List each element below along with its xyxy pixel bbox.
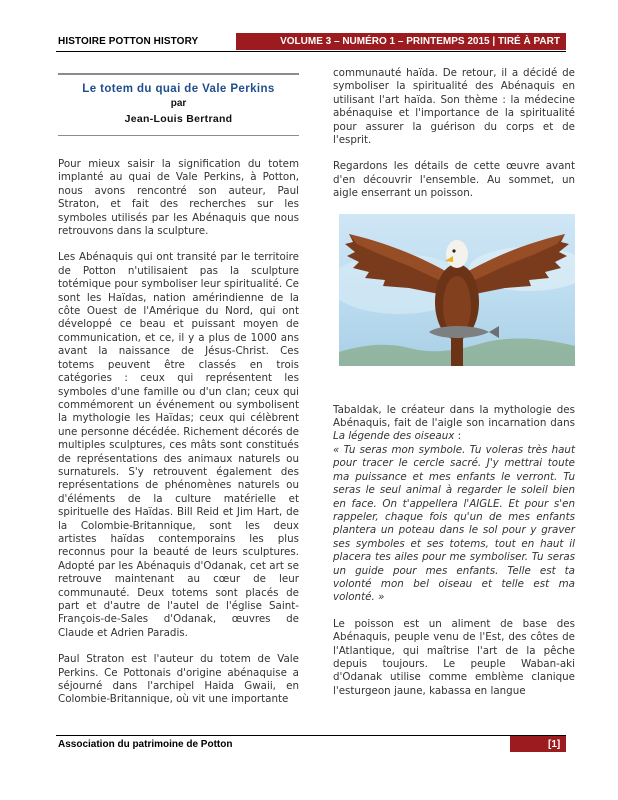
- eagle-quote: « Tu seras mon symbole. Tu voleras très haut pour tracer le cercle sacré. J'y mettrai toute ma puissance et mes enfants le verront. Tu seras le seul animal à regarder le soleil bien en face. On t'appellera l'AIGLE. Et pour s'en rappeler, chaque fois qu'un de mes enfants plantera un poteau dans le sol pour y graver ses symboles et ses totems, tout en haut il placera tes ailes pour me symboliser. Tu seras un guide pour mes enfants. Telle est ta volonté mon bel oiseau et telle est ma volonté. »: [333, 443, 575, 604]
- paragraph-poisson: Le poisson est un aliment de base des Abénaquis, peuple venu de l'Est, des côtes de l'Atlantique, qui maîtrise l'art de la pêche depuis toujours. Le peuple Waban-aki d'Odanak utilise comme emblème clanique l'esturgeon jaune, kabassa en langue: [333, 617, 575, 697]
- page-number: [1]: [548, 739, 561, 750]
- byline-par: par: [170, 98, 187, 109]
- running-header-right: VOLUME 3 – NUMÉRO 1 – PRINTEMPS 2015 | TIRÉ À PART: [280, 36, 560, 47]
- title-rule-bottom: [58, 135, 299, 136]
- paragraph-communaute: communauté haïda. De retour, il a décidé de symboliser la spiritualité des Abénaquis en utilisant l'art haïda. Son thème : la médecine abénaquise et l'importance de la spiritualité pour assurer la guérison du corps et de l'esprit.: [333, 67, 575, 147]
- running-header-left: HISTOIRE POTTON HISTORY: [58, 36, 199, 47]
- right-column: [333, 67, 575, 711]
- totem-eagle-photo: [339, 214, 575, 366]
- article-author: Jean-Louis Bertrand: [124, 113, 233, 125]
- footer-association: Association du patrimoine de Potton: [58, 739, 233, 750]
- legend-colon: :: [454, 430, 462, 443]
- title-rule-top: [58, 73, 299, 75]
- paragraph-tabaldak: [333, 404, 575, 605]
- paragraph-straton: Paul Straton est l'auteur du totem de Vale Perkins. Ce Pottonais d'origine abénaquise a séjourné dans l'archipel Haida Gwaii, en Colombie-Britannique, où vit une importante: [58, 653, 299, 706]
- article-title: Le totem du quai de Vale Perkins: [82, 83, 275, 95]
- header-rule: [56, 51, 566, 52]
- left-column: [58, 67, 299, 720]
- article-title-block: [58, 81, 299, 127]
- paragraph-intro: Pour mieux saisir la signification du totem implanté au quai de Vale Perkins, à Potton, nous avons rencontré son auteur, Paul Straton, et fait des recherches sur les symboles utilisés par les Abénaquis que nous retrouvons dans la sculpture.: [58, 158, 299, 238]
- eagle-illustration: [339, 214, 575, 366]
- tabaldak-intro: Tabaldak, le créateur dans la mythologie des Abénaquis, fait de l'aigle son incarnation dans: [333, 403, 575, 430]
- legend-title: La légende des oiseaux: [333, 430, 455, 443]
- footer-rule: [56, 735, 566, 736]
- paragraph-haidas: Les Abénaquis qui ont transité par le territoire de Potton n'utilisaient pas la sculpture totémique pour symboliser leur spiritualité. Ce sont les Haïdas, nation amérindienne de la côte Ouest de l'Amérique du Nord, qui ont développé ce beau et puissant moyen de communication, et ce, il y a plus de 1000 ans avant la naissance de Jésus-Christ. Ces totems peuvent être classés en trois catégories : ceux qui représentent les symboles d'une famille ou d'un clan; ceux qui commémorent un événement ou symbolisent la mythologie les Haïdas; ceux qui célèbrent une personne décédée. Richement décorés de multiples sculptures, ces mâts sont constitués de représentations des animaux naturels ou surnaturels. S'y retrouvent également des représentations de phénomènes naturels ou d'éléments de la culture matérielle et spirituelle des Haïdas. Bill Reid et Jim Hart, de la Colombie-Britannique, sont les deux artistes haïdas contemporains les plus reconnus pour la beauté de leurs sculptures. Adopté par les Abénaquis d'Odanak, cet art se retrouve maintenant au cœur de leur communauté. Deux totems sont placés de part et d'autre de l'autel de l'église Saint-François-de-Sales d'Odanak, œuvres de Claude et Adrien Paradis.: [58, 251, 299, 639]
- paragraph-details: Regardons les détails de cette œuvre avant d'en découvrir l'ensemble. Au sommet, un aigle enserrant un poisson.: [333, 160, 575, 200]
